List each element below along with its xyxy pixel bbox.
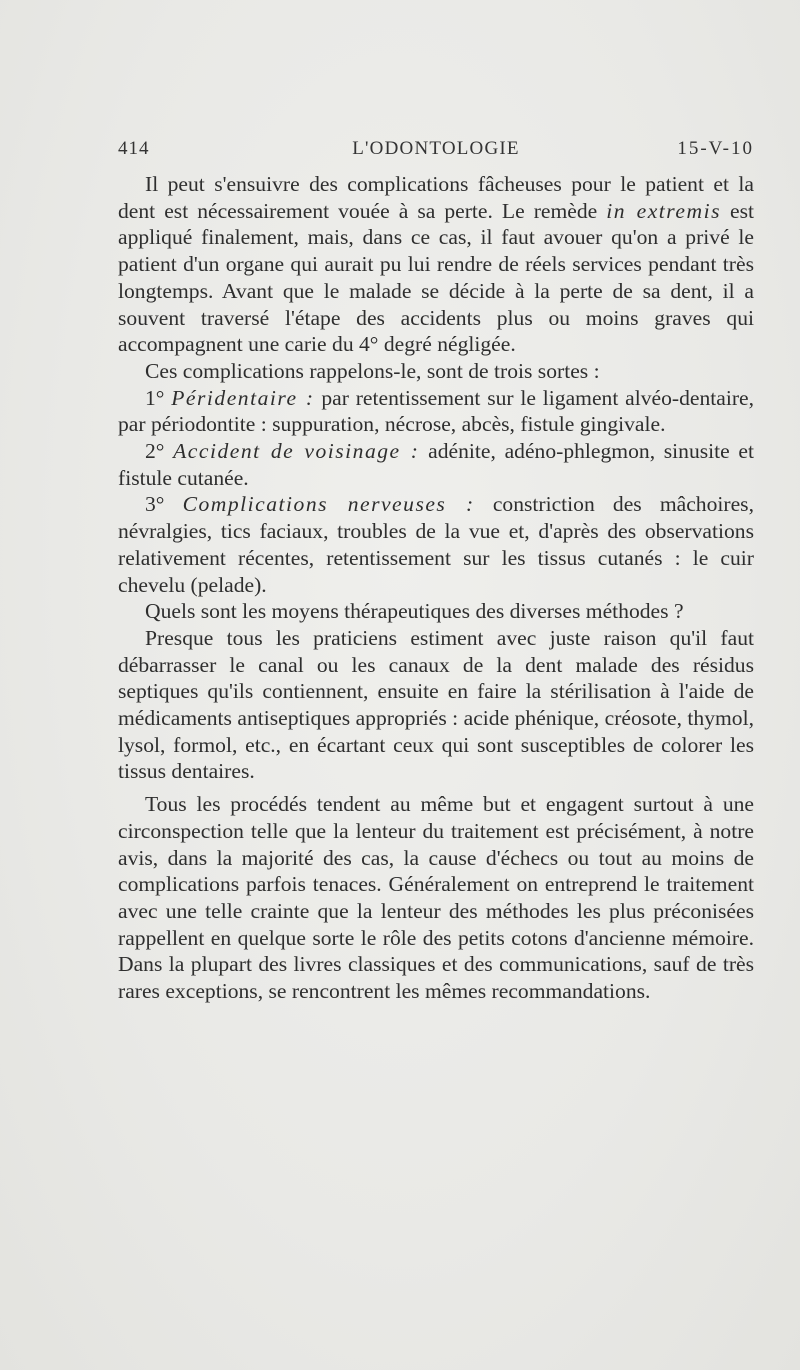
issue-date: 15-V-10 xyxy=(677,138,754,159)
paragraph-7: Presque tous les praticiens estiment avec juste raison qu'il faut débarrasser le canal ou les canaux de la dent malade des résidus septiques qu'ils contiennent, ensuite en faire la stérilisation à l'aide de médicaments antiseptiques appropriés : acide phénique, créosote, thymol, lysol, formol, etc., en écartant ceux qui sont susceptibles de colorer les tissus dentaires. xyxy=(118,625,754,784)
list-item-3: 3° Complications nerveuses : constriction des mâchoires, névralgies, tics faciaux, troubles de la vue et, d'après des observations relativement récentes, retentissement sur les tissus cutanés : le cuir chevelu (pelade). xyxy=(118,492,754,597)
list-item-heading: Accident de voisinage : xyxy=(173,439,420,464)
list-item-heading: Complications nerveuses : xyxy=(182,492,475,517)
journal-title: L'ODONTOLOGIE xyxy=(352,138,520,159)
italic-phrase: in extremis xyxy=(606,198,721,223)
paragraph-8: Tous les procédés tendent au même but et engagent surtout à une circonspection telle que la lenteur du traitement est précisément, à notre avis, dans la majorité des cas, la cause d'échecs ou tout au moins de complications parfois tenaces. Généralement on entreprend le traitement avec une telle crainte que la lenteur des méthodes les plus préconisées rappellent en quelque sorte le rôle des petits cotons d'ancienne mémoire. Dans la plupart des livres classiques et des communications, sauf de très rares exceptions, se rencontrent les mêmes recommandations. xyxy=(118,792,754,1004)
body-text xyxy=(118,171,754,1005)
list-item-1: 1° Péridentaire : par retentissement sur le ligament alvéo-dentaire, par périodontite : suppuration, nécrose, abcès, fistule gingivale. xyxy=(118,385,754,437)
paragraph-6: Quels sont les moyens thérapeutiques des diverses méthodes ? xyxy=(145,599,684,624)
list-item-heading: Péridentaire : xyxy=(171,385,315,410)
page-number: 414 xyxy=(118,138,150,159)
list-item-2: 2° Accident de voisinage : adénite, adéno-phlegmon, sinusite et fistule cutanée. xyxy=(118,439,755,490)
paragraph-1: Il peut s'ensuivre des complications fâcheuses pour le patient et la dent est nécessairement vouée à sa perte. Le remède in extremis est appliqué finalement, mais, dans ce cas, il faut avouer qu'on a privé le patient d'un organe qui aurait pu lui rendre de réels services pendant très longtemps. Avant que le malade se décide à la perte de sa dent, il a souvent traversé l'étape des accidents plus ou moins graves qui accompagnent une carie du 4° degré négligée. xyxy=(118,172,754,357)
paragraph-2: Ces complications rappelons-le, sont de trois sortes : xyxy=(145,358,600,383)
